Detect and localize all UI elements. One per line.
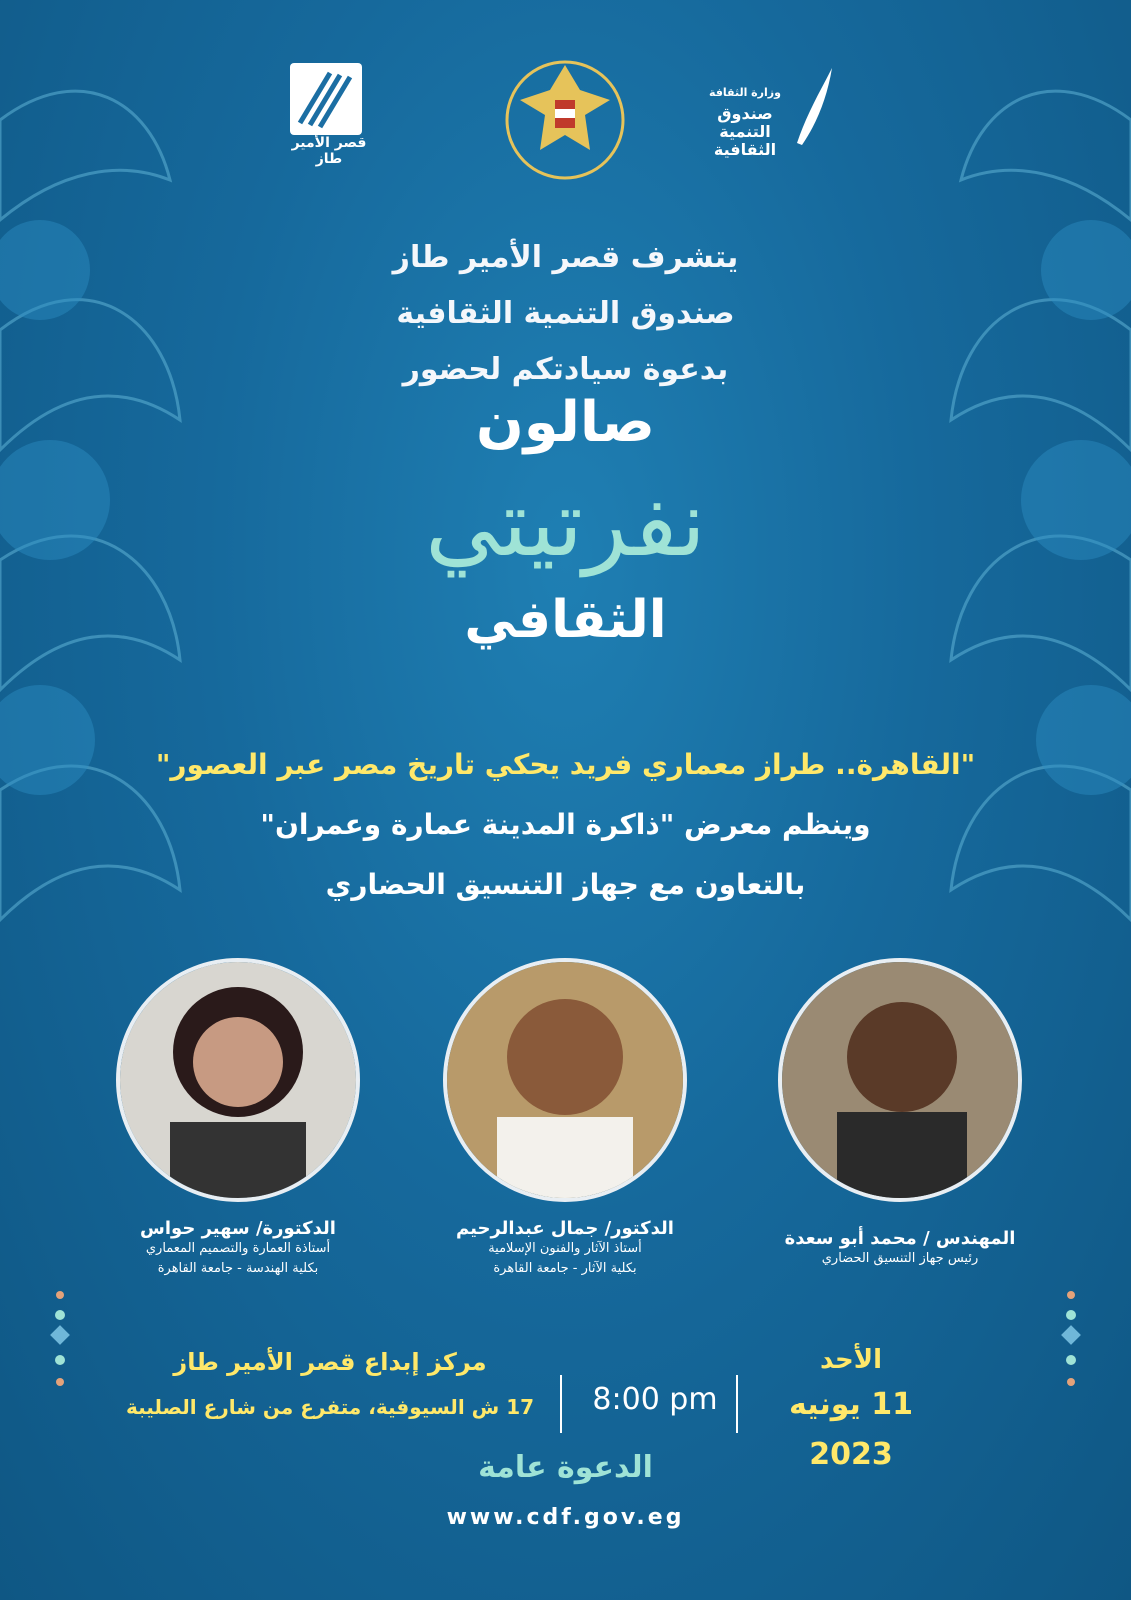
speaker-1-name: المهندس / محمد أبو سعدة [784, 1228, 1016, 1249]
amir-taz-logo [290, 63, 368, 181]
speaker-3-photo [116, 958, 360, 1202]
cdf-logo [705, 63, 837, 181]
exhibition-line: وينظم معرض "ذاكرة المدينة عمارة وعمران" [260, 808, 871, 841]
speaker-3-name: الدكتورة/ سهير حواس [140, 1218, 336, 1239]
event-date: 11 يونيه 2023 [789, 1387, 913, 1472]
topic-block [0, 735, 1131, 915]
topic-title: "القاهرة.. طراز معماري فريد يحكي تاريخ مصر عبر العصور" [155, 748, 976, 781]
amir-taz-logo-text: قصر الأمير طاز [291, 135, 367, 167]
pen-feather-logo-icon [787, 63, 837, 153]
event-day: الأحد [819, 1345, 883, 1375]
egypt-emblem [500, 45, 630, 195]
intro-line-1: يتشرف قصر الأمير طاز [392, 240, 739, 275]
speaker-2-name: الدكتور/ جمال عبدالرحيم [456, 1218, 674, 1239]
divider [736, 1375, 738, 1433]
salon-cultural: الثقافي [464, 590, 667, 650]
speaker-1-role: رئيس جهاز التنسيق الحضاري [821, 1251, 979, 1266]
salon-word: صالون [475, 390, 656, 455]
speaker-2-role-2: بكلية الآثار - جامعة القاهرة [493, 1261, 637, 1276]
website-link[interactable]: www.cdf.gov.eg [446, 1505, 685, 1530]
event-address: 17 ش السيوفية، متفرع من شارع الصليبة [125, 1395, 535, 1419]
event-venue: مركز إبداع قصر الأمير طاز [173, 1348, 487, 1376]
speaker-3-role-1: أستاذة العمارة والتصميم المعماري [145, 1241, 331, 1256]
event-venue-block [120, 1340, 540, 1430]
cdf-logo-text: صندوق التنمية الثقافية [713, 104, 777, 159]
egypt-eagle-emblem-icon [500, 45, 630, 195]
divider [560, 1375, 562, 1433]
speaker-3-role-2: بكلية الهندسة - جامعة القاهرة [157, 1261, 319, 1276]
intro-text [0, 230, 1131, 398]
intro-line-2: صندوق التنمية الثقافية [396, 296, 735, 331]
event-time: 8:00 pm [592, 1382, 718, 1417]
speaker-2-role-1: أستاذ الآثار والفنون الإسلامية [488, 1241, 642, 1256]
cooperation-line: بالتعاون مع جهاز التنسيق الحضاري [325, 868, 806, 901]
stripe-logo-icon [290, 63, 362, 135]
cdf-ministry-text: وزارة الثقافة [709, 86, 781, 99]
speaker-2-photo [443, 958, 687, 1202]
logo-row [0, 45, 1131, 195]
speaker-2 [435, 958, 695, 1279]
intro-line-3: بدعوة سيادتكم لحضور [402, 352, 729, 387]
salon-name: نفرتيتي [425, 470, 706, 577]
speaker-3 [108, 958, 368, 1279]
speaker-1 [770, 958, 1030, 1269]
public-invitation: الدعوة عامة [478, 1450, 653, 1485]
speaker-1-photo [778, 958, 1022, 1202]
